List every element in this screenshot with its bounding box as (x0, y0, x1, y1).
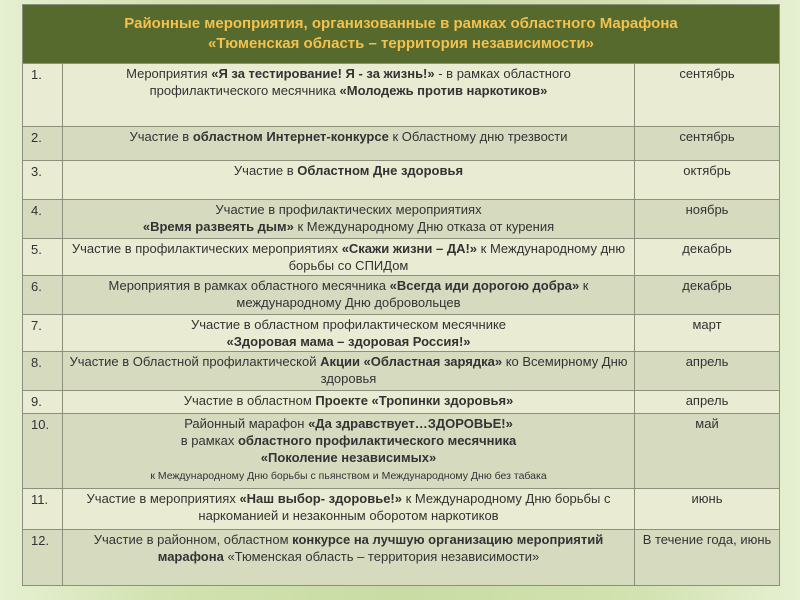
event-description (63, 314, 635, 352)
event-text: Участие в профилактических мероприятиях (71, 240, 342, 256)
event-description (63, 161, 635, 200)
row-number: 2. (23, 126, 63, 161)
row-number: 4. (23, 200, 63, 239)
event-text: Участие в Областной профилактической (69, 354, 321, 370)
event-date: май (635, 414, 780, 489)
event-highlight: «Молодежь против наркотиков» (339, 82, 548, 98)
row-number: 5. (23, 238, 63, 276)
event-date: сентябрь (635, 63, 780, 126)
event-highlight: «Всегда иди дорогою добра» (389, 278, 580, 294)
event-highlight: «Я за тестирование! Я - за жизнь!» (211, 65, 435, 81)
event-text: - в рамках областного профилактического месячника (149, 65, 571, 98)
row-number: 3. (23, 161, 63, 200)
event-description (63, 126, 635, 161)
table-row (23, 200, 780, 239)
event-highlight: Областном Дне здоровья (297, 163, 464, 179)
event-text: Мероприятия в рамках областного месячника (108, 278, 390, 294)
event-highlight: областном Интернет-конкурсе (192, 128, 389, 144)
event-text: к международному Дню добровольцев (236, 278, 589, 311)
table-row (23, 238, 780, 276)
table-row (23, 126, 780, 161)
event-date: ноябрь (635, 200, 780, 239)
event-highlight: «Да здравствует…ЗДОРОВЬЕ!» (308, 416, 513, 432)
event-text: Участие в профилактических мероприятиях (215, 202, 482, 217)
row-number: 11. (23, 489, 63, 530)
event-description (63, 390, 635, 413)
title-line-1: Районные мероприятия, организованные в рамках областного Марафона (124, 14, 678, 32)
title-line-2: «Тюменская область – территория независимости» (208, 34, 595, 52)
event-description (63, 276, 635, 315)
row-number: 1. (23, 63, 63, 126)
event-text: Районный марафон (184, 416, 309, 432)
event-text: Участие в районном, областном (93, 532, 293, 548)
row-number: 7. (23, 314, 63, 352)
event-date: июнь (635, 489, 780, 530)
row-number: 8. (23, 352, 63, 391)
event-text: ко Всемирному Дню здоровья (320, 354, 628, 387)
event-text: в рамках (180, 433, 238, 449)
event-highlight: «Поколение независимых» (260, 450, 437, 466)
event-highlight: «Здоровая мама – здоровая Россия!» (226, 333, 471, 349)
events-table (22, 4, 780, 586)
event-date: апрель (635, 352, 780, 391)
event-highlight: Акции «Областная зарядка» (320, 354, 503, 370)
event-date: март (635, 314, 780, 352)
event-date: В течение года, июнь (635, 530, 780, 586)
event-description (63, 530, 635, 586)
event-highlight: «Наш выбор- здоровье!» (239, 491, 402, 507)
event-text: Мероприятия (126, 65, 212, 81)
event-text: Участие в (233, 163, 298, 179)
event-note: к Международному Дню борьбы с пьянством и Международному Дню без табака (150, 470, 547, 483)
event-date: декабрь (635, 276, 780, 315)
event-date: октябрь (635, 161, 780, 200)
event-highlight: областного профилактического месячника (237, 433, 517, 449)
event-description (63, 414, 635, 489)
table-row (23, 530, 780, 586)
event-text: Участие в (129, 128, 193, 144)
event-text: к Международному дню борьбы со СПИДом (288, 240, 626, 273)
event-text: к Областному дню трезвости (388, 128, 568, 144)
event-text: «Тюменская область – территория независимости» (223, 549, 540, 565)
event-text: к Международному Дню отказа от курения (293, 219, 555, 234)
table-row (23, 276, 780, 315)
table-row (23, 352, 780, 391)
table-row (23, 390, 780, 413)
event-description (63, 63, 635, 126)
row-number: 12. (23, 530, 63, 586)
table-row (23, 489, 780, 530)
event-highlight: «Время развеять дым» (142, 219, 294, 234)
table-row (23, 414, 780, 489)
event-text: Участие в областном профилактическом месячнике (190, 316, 507, 332)
event-description (63, 489, 635, 530)
table-row (23, 161, 780, 200)
event-highlight: «Скажи жизни – ДА!» (341, 240, 478, 256)
table-row (23, 314, 780, 352)
event-date: апрель (635, 390, 780, 413)
table-row (23, 63, 780, 126)
event-date: сентябрь (635, 126, 780, 161)
row-number: 9. (23, 390, 63, 413)
event-text: к Международному Дню борьбы с наркоманией и незаконным оборотом наркотиков (198, 491, 611, 524)
event-description (63, 352, 635, 391)
event-highlight: конкурсе на лучшую организацию мероприятий марафона (157, 532, 604, 565)
event-text: Участие в мероприятиях (86, 491, 240, 507)
event-description (63, 238, 635, 276)
event-description (63, 200, 635, 239)
table-title (23, 5, 780, 64)
event-highlight: Проекте «Тропинки здоровья» (315, 392, 514, 408)
row-number: 10. (23, 414, 63, 489)
event-date: декабрь (635, 238, 780, 276)
row-number: 6. (23, 276, 63, 315)
event-text: Участие в областном (183, 392, 316, 408)
